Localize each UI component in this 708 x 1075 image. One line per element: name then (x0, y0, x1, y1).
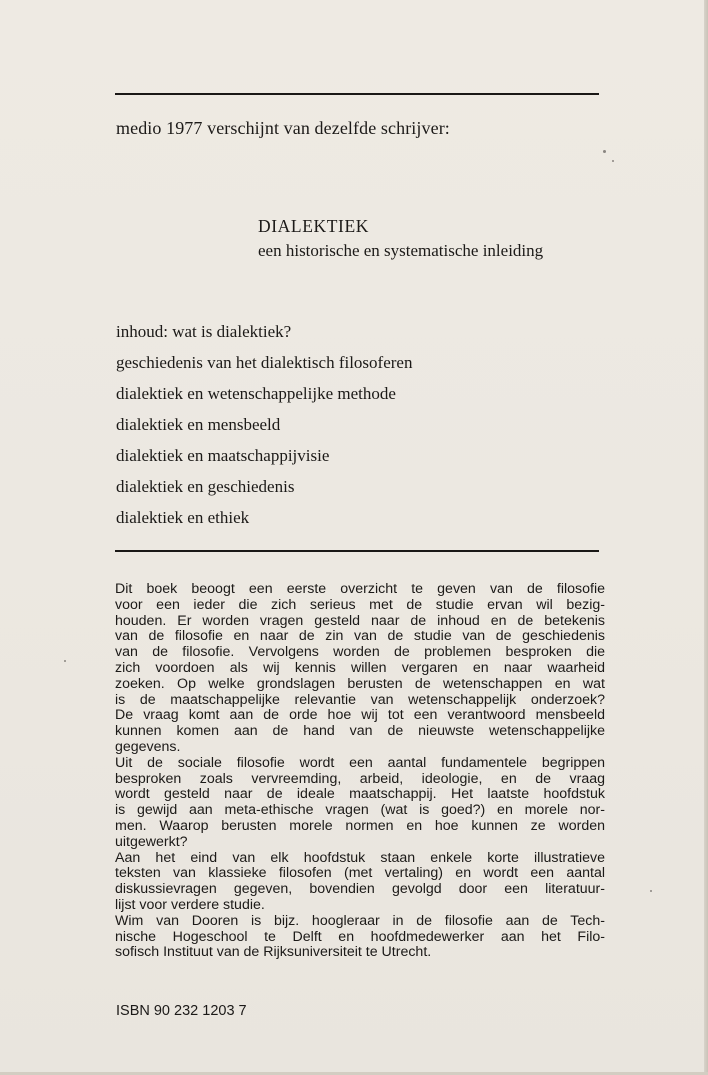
contents-item: dialektiek en wetenschappelijke methode (116, 384, 396, 403)
paper-speck (603, 150, 606, 153)
description-line: van de filosofie. Vervolgens worden de problemen besproken die (115, 644, 605, 661)
book-subtitle: een historische en systematische inleiding (258, 241, 544, 260)
book-title: DIALEKTIEK (258, 216, 369, 236)
description-line: Dit boek beoogt een eerste overzicht te geven van de filosofie (115, 581, 605, 597)
description-line: Aan het eind van elk hoofdstuk staan enkele korte illustratieve (115, 849, 605, 866)
paper-speck (650, 890, 652, 892)
contents-list (116, 322, 412, 539)
contents-item: inhoud: wat is dialektiek? (116, 322, 292, 341)
description-line: gegevens. (115, 738, 181, 755)
contents-item: dialektiek en ethiek (116, 508, 250, 527)
description-line: houden. Er worden vragen gesteld naar de inhoud en de betekenis (115, 612, 605, 629)
description-line: Uit de sociale filosofie wordt een aantal fundamentele begrippen (115, 754, 605, 771)
description-line: zich voordoen als wij kennis willen vergaren en naar waarheid (115, 659, 605, 676)
announcement-text: medio 1977 verschijnt van dezelfde schrijver: (116, 118, 450, 138)
description-text (115, 582, 605, 961)
middle-divider (115, 550, 599, 552)
description-line: Wim van Dooren is bijz. hoogleraar in de filosofie aan de Tech- (115, 912, 605, 929)
description-line: uitgewerkt? (115, 833, 188, 850)
paper-speck (612, 160, 614, 162)
top-divider (115, 93, 599, 95)
description-line: lijst voor verdere studie. (115, 896, 265, 913)
contents-item: geschiedenis van het dialektisch filosoferen (116, 353, 413, 372)
isbn-number: ISBN 90 232 1203 7 (116, 1003, 247, 1019)
description-line: kunnen komen aan de hand van de nieuwste wetenschappelijke (115, 723, 605, 740)
paper-speck (64, 660, 66, 662)
description-line: diskussievragen gegeven, bovendien gevolgd door een literatuur- (115, 881, 605, 898)
description-line: sofisch Instituut van de Rijksuniversiteit te Utrecht. (115, 944, 432, 961)
description-line: zoeken. Op welke grondslagen berusten de wetenschappen en wat (115, 675, 605, 692)
description-line: teksten van klassieke filosofen (met vertaling) en wordt een aantal (115, 865, 605, 882)
description-line: nische Hogeschool te Delft en hoofdmedewerker aan het Filo- (115, 928, 605, 945)
contents-item: dialektiek en mensbeeld (116, 415, 281, 434)
description-line: van de filosofie en naar de zin van de studie van de geschiedenis (115, 628, 605, 645)
contents-item: dialektiek en maatschappijvisie (116, 446, 330, 465)
page-edge-right (704, 0, 708, 1075)
description-line: men. Waarop berusten morele normen en hoe kunnen ze worden (115, 817, 605, 834)
contents-item: dialektiek en geschiedenis (116, 477, 295, 496)
description-line: De vraag komt aan de orde hoe wij tot een verantwoord mensbeeld (115, 707, 605, 724)
description-line: wordt gesteld naar de ideale maatschappij. Het laatste hoofdstuk (115, 786, 605, 803)
description-line: is gewijd aan meta-ethische vragen (wat is goed?) en morele nor- (115, 802, 605, 819)
description-line: is de maatschappelijke relevantie van wetenschappelijk onderzoek? (115, 691, 605, 708)
description-line: voor een ieder die zich serieus met de studie ervan wil bezig- (115, 596, 605, 613)
description-line: besproken zoals vervreemding, arbeid, ideologie, en de vraag (115, 770, 605, 787)
